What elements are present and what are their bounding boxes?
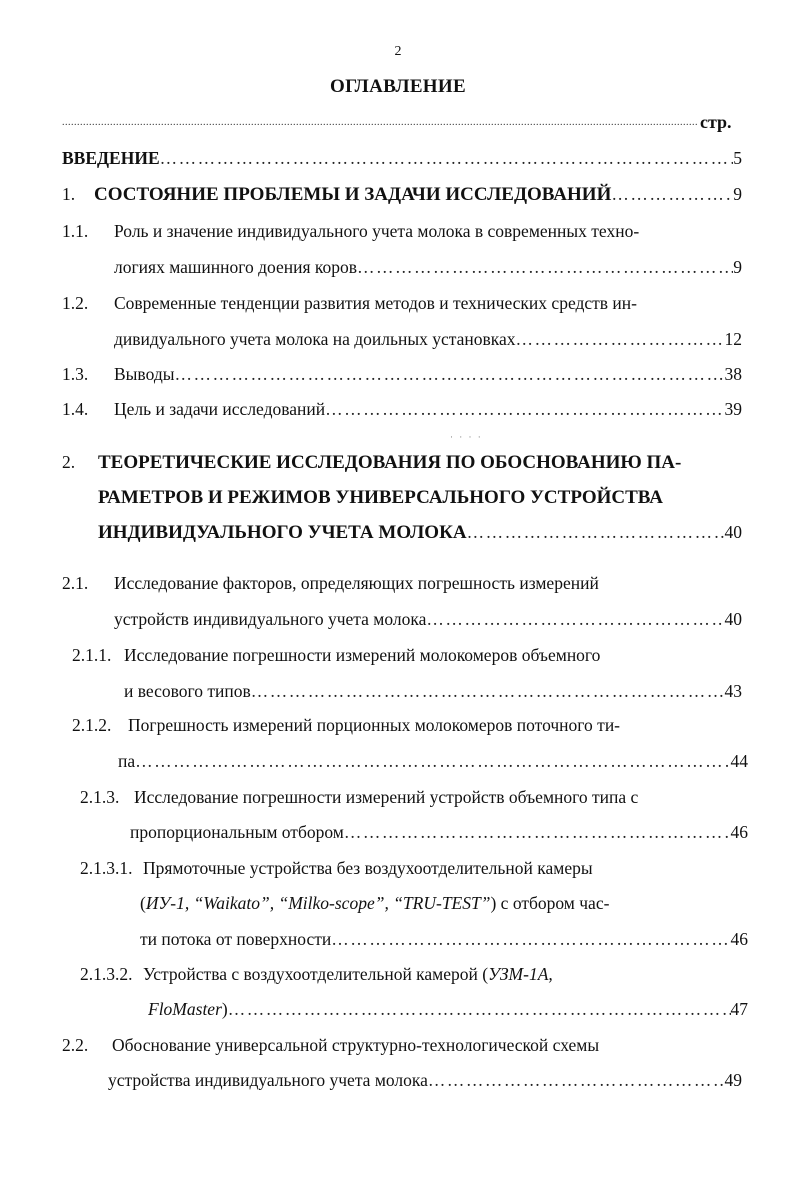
toc-entry-number: 2. bbox=[62, 452, 76, 472]
toc-entry-text: Исследование погрешности измерений устройств объемного типа с bbox=[134, 787, 639, 807]
toc-entry-text: Обоснование универсальной структурно-технологической схемы bbox=[112, 1035, 600, 1055]
toc-entry-text: Роль и значение индивидуального учета молока в современных техно- bbox=[114, 221, 640, 241]
toc-entry-2-1-3-1-cont1 bbox=[140, 891, 742, 915]
toc-entry-page: 43 bbox=[724, 681, 742, 701]
toc-entry-2-1-3-1 bbox=[80, 856, 742, 880]
toc-entry-page: 40 bbox=[724, 522, 742, 542]
leader-dots bbox=[428, 1068, 725, 1092]
toc-entry-page: 9 bbox=[733, 257, 742, 277]
page-number: 2 bbox=[394, 44, 402, 59]
toc-entry-text: FloMaster) bbox=[148, 999, 228, 1019]
toc-entry-1-2-cont bbox=[114, 327, 742, 351]
toc-entry-text: ВВЕДЕНИЕ bbox=[62, 148, 160, 168]
toc-entry-2-1-3 bbox=[80, 785, 742, 809]
toc-entry-2-2 bbox=[62, 1033, 742, 1057]
toc-entry-page: 38 bbox=[724, 364, 742, 384]
toc-entry-page: 12 bbox=[724, 329, 742, 349]
toc-entry-2-1-1 bbox=[72, 643, 742, 667]
toc-entry-page: 39 bbox=[724, 399, 742, 419]
toc-entry-text: Исследование погрешности измерений молокомеров объемного bbox=[124, 645, 601, 665]
scan-speck: · · · · bbox=[450, 432, 483, 442]
page-column-label: стр. bbox=[700, 112, 732, 132]
leader-dots bbox=[611, 182, 733, 206]
toc-entry-text: и весового типов bbox=[124, 681, 251, 701]
toc-entry-text: РАМЕТРОВ И РЕЖИМОВ УНИВЕРСАЛЬНОГО УСТРОЙСТВА bbox=[98, 487, 663, 508]
page-title: ОГЛАВЛЕНИЕ bbox=[330, 76, 466, 97]
toc-entry-2-1-3-cont bbox=[130, 820, 748, 844]
toc-entry-number: 2.1.3. bbox=[80, 787, 120, 807]
toc-entry-2-1-2 bbox=[72, 713, 742, 737]
toc-entry-text: устройств индивидуального учета молока bbox=[114, 609, 427, 629]
toc-entry-text: пропорциональным отбором bbox=[130, 822, 344, 842]
toc-entry-page: 9 bbox=[733, 184, 742, 204]
toc-entry-text: дивидуального учета молока на доильных установках bbox=[114, 329, 516, 349]
toc-entry-number: 2.2. bbox=[62, 1035, 89, 1055]
leader-dots bbox=[174, 362, 724, 386]
leader-dots bbox=[344, 820, 731, 844]
toc-entry-2-cont1 bbox=[98, 486, 742, 510]
toc-entry-2-2-cont bbox=[108, 1068, 742, 1092]
toc-entry-page: 44 bbox=[730, 751, 748, 771]
toc-entry-text: Прямоточные устройства без воздухоотделительной камеры bbox=[143, 858, 593, 878]
toc-entry-number: 2.1.3.2. bbox=[80, 964, 133, 984]
toc-entry-1-1-cont bbox=[114, 255, 742, 279]
toc-entry-page: 5 bbox=[733, 148, 742, 168]
leader-dots bbox=[357, 255, 733, 279]
toc-entry-number: 1. bbox=[62, 184, 76, 204]
leader-dots bbox=[325, 397, 724, 421]
leader-dots bbox=[228, 997, 731, 1021]
toc-entry-number: 2.1.2. bbox=[72, 715, 112, 735]
toc-entry-2-1 bbox=[62, 571, 742, 595]
toc-entry-number: 1.2. bbox=[62, 293, 89, 313]
header-leader-dots bbox=[62, 117, 698, 135]
toc-entry-page: 46 bbox=[730, 822, 748, 842]
toc-entry-1-4 bbox=[62, 397, 742, 421]
toc-entry-1 bbox=[62, 182, 742, 207]
leader-dots bbox=[426, 607, 724, 631]
toc-entry-1-1 bbox=[62, 219, 742, 243]
toc-entry-2-cont2 bbox=[98, 520, 742, 545]
leader-dots bbox=[515, 327, 724, 351]
toc-entry-2-1-2-cont bbox=[118, 749, 748, 773]
toc-entry-page: 46 bbox=[730, 929, 748, 949]
leader-dots bbox=[251, 679, 725, 703]
leader-dots bbox=[135, 749, 730, 773]
toc-entry-number: 1.3. bbox=[62, 364, 89, 384]
toc-entry-page: 40 bbox=[724, 609, 742, 629]
toc-entry-text: Современные тенденции развития методов и технических средств ин- bbox=[114, 293, 637, 313]
toc-entry-text: ТЕОРЕТИЧЕСКИЕ ИССЛЕДОВАНИЯ ПО ОБОСНОВАНИЮ ПА- bbox=[98, 452, 682, 473]
toc-entry-2-1-3-1-cont2 bbox=[140, 927, 748, 951]
toc-entry-2 bbox=[62, 450, 742, 475]
toc-entry-number: 2.1. bbox=[62, 573, 89, 593]
toc-entry-introduction bbox=[62, 146, 742, 170]
toc-entry-text: Исследование факторов, определяющих погрешность измерений bbox=[114, 573, 599, 593]
toc-entry-1-3 bbox=[62, 362, 742, 386]
toc-entry-text: па bbox=[118, 751, 136, 771]
toc-entry-text: Погрешность измерений порционных молокомеров поточного ти- bbox=[128, 715, 621, 735]
toc-entry-2-1-cont bbox=[114, 607, 742, 631]
leader-dots bbox=[331, 927, 730, 951]
toc-entry-text: ИНДИВИДУАЛЬНОГО УЧЕТА МОЛОКА bbox=[98, 522, 467, 543]
toc-entry-number: 1.1. bbox=[62, 221, 89, 241]
toc-entry-text: устройства индивидуального учета молока bbox=[108, 1070, 428, 1090]
toc-entry-number: 2.1.1. bbox=[72, 645, 112, 665]
toc-entry-number: 1.4. bbox=[62, 399, 89, 419]
toc-entry-1-2 bbox=[62, 291, 742, 315]
toc-entry-page: 49 bbox=[724, 1070, 742, 1090]
leader-dots bbox=[467, 520, 725, 544]
toc-entry-text: (ИУ-1, “Waikato”, “Milko-scope”, “TRU-TEST”) с отбором час- bbox=[140, 893, 610, 913]
leader-dots bbox=[160, 146, 734, 170]
toc-entry-text: СОСТОЯНИЕ ПРОБЛЕМЫ И ЗАДАЧИ ИССЛЕДОВАНИЙ bbox=[94, 184, 612, 205]
toc-entry-text: Цель и задачи исследований bbox=[114, 399, 326, 419]
toc-entry-number: 2.1.3.1. bbox=[80, 858, 133, 878]
toc-entry-text: логиях машинного доения коров bbox=[114, 257, 358, 277]
toc-entry-page: 47 bbox=[730, 999, 748, 1019]
toc-entry-2-1-1-cont bbox=[124, 679, 742, 703]
toc-entry-text: Устройства с воздухоотделительной камерой (УЗМ-1А, bbox=[143, 964, 553, 984]
toc-entry-text: Выводы bbox=[114, 364, 175, 384]
toc-entry-2-1-3-2 bbox=[80, 962, 742, 986]
toc-entry-text: ти потока от поверхности bbox=[140, 929, 332, 949]
toc-entry-2-1-3-2-cont bbox=[148, 997, 748, 1021]
